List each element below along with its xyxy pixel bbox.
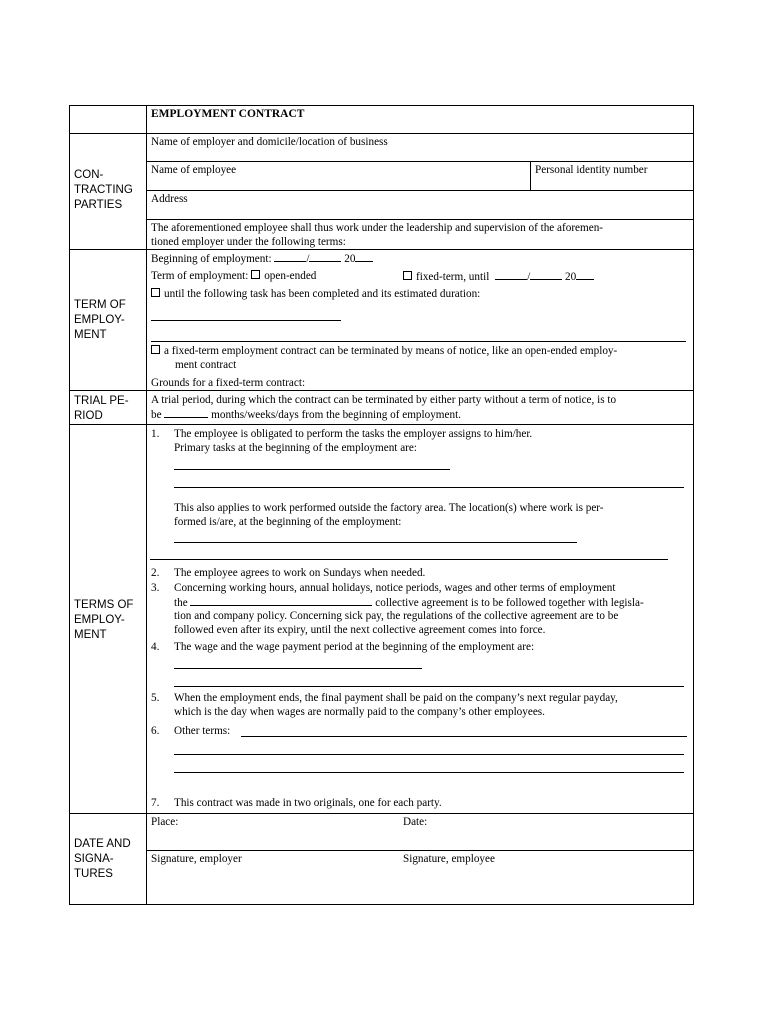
- employee-name-field[interactable]: [146, 161, 531, 191]
- employer-name-field[interactable]: [146, 133, 694, 162]
- term-of-employment-label: TERM OF EMPLOY- MENT: [74, 299, 126, 341]
- place-label: Place:: [151, 816, 179, 828]
- beginning-month-blank[interactable]: [309, 251, 341, 262]
- terminable-line-2: ment contract: [175, 359, 237, 371]
- term-of-employment-line: Term of employment: open-ended: [151, 270, 317, 282]
- location-line-1: This also applies to work performed outside the factory area. The location(s) where work is per-: [174, 502, 604, 514]
- signatures-label: DATE AND SIGNA- TURES: [74, 838, 131, 880]
- signatures-label-cell: [69, 813, 147, 905]
- item-1-line-2: Primary tasks at the beginning of the employment are:: [174, 442, 417, 454]
- fixed-term-checkbox[interactable]: [403, 271, 412, 280]
- item-2-line-1: The employee agrees to work on Sundays when needed.: [174, 567, 426, 579]
- location-blank-1[interactable]: [174, 542, 577, 543]
- wage-blank-1[interactable]: [174, 668, 422, 669]
- trial-period-label: TRIAL PE- RIOD: [74, 395, 129, 422]
- location-blank-2[interactable]: [150, 559, 668, 560]
- trial-period-cell: [146, 390, 694, 425]
- item-3-line-3: tion and company policy. Concerning sick pay, the regulations of the collective agreement are to be: [174, 610, 619, 622]
- contracting-parties-label: CON- TRACTING PARTIES: [74, 169, 133, 211]
- other-terms-blank-1[interactable]: [241, 736, 687, 737]
- intro-cell: [146, 219, 694, 250]
- fixed-term-line: fixed-term, until / 20: [403, 269, 594, 284]
- item-number: 3.: [151, 582, 160, 594]
- signature-employee-label: Signature, employee: [403, 853, 495, 865]
- signatures-field[interactable]: [146, 850, 694, 905]
- item-5-line-2: which is the day when wages are normally paid to the company’s other employees.: [174, 706, 545, 718]
- date-label: Date:: [403, 816, 428, 828]
- fixed-term-year-blank[interactable]: [576, 269, 594, 280]
- trial-line-1: A trial period, during which the contract can be terminated by either party without a term of notice, is to: [151, 394, 617, 406]
- trial-line-2: be months/weeks/days from the beginning of employment.: [151, 409, 461, 421]
- item-3-line-1: Concerning working hours, annual holidays, notice periods, wages and other terms of employment: [174, 582, 616, 594]
- task-blank-line-1[interactable]: [151, 320, 341, 321]
- until-task-line: until the following task has been completed and its estimated duration:: [151, 287, 480, 301]
- item-number: 1.: [151, 428, 160, 440]
- signature-employer-label: Signature, employer: [151, 853, 242, 865]
- intro-line-1: The aforementioned employee shall thus work under the leadership and supervision of the aforemen-: [151, 222, 604, 234]
- place-date-field[interactable]: [146, 813, 694, 851]
- location-line-2: formed is/are, at the beginning of the employment:: [174, 516, 402, 528]
- item-number: 4.: [151, 641, 160, 653]
- trial-duration-blank[interactable]: [164, 407, 208, 418]
- item-3-line-2: the collective agreement is to be followed together with legisla-: [174, 597, 644, 609]
- title-cell: [146, 105, 694, 134]
- terms-of-employment-cell: [146, 424, 694, 814]
- trial-period-label-cell: [69, 390, 147, 425]
- beginning-day-blank[interactable]: [274, 251, 306, 262]
- item-7-line-1: This contract was made in two originals, one for each party.: [174, 797, 442, 809]
- primary-tasks-blank-2[interactable]: [174, 487, 684, 488]
- employer-name-label: Name of employer and domicile/location of business: [151, 136, 388, 148]
- terminable-checkbox[interactable]: [151, 345, 160, 354]
- other-terms-blank-3[interactable]: [174, 772, 684, 773]
- collective-agreement-blank[interactable]: [190, 595, 372, 606]
- fixed-term-day-blank[interactable]: [495, 269, 527, 280]
- address-label: Address: [151, 193, 188, 205]
- terminable-line-1: a fixed-term employment contract can be terminated by means of notice, like an open-ended employ-: [151, 344, 617, 358]
- page-title: EMPLOYMENT CONTRACT: [151, 108, 305, 120]
- fixed-term-month-blank[interactable]: [530, 269, 562, 280]
- task-blank-line-2[interactable]: [151, 341, 686, 342]
- term-of-employment-label-cell: [69, 249, 147, 391]
- other-terms-label: Other terms:: [174, 725, 231, 737]
- address-field[interactable]: [146, 190, 694, 220]
- open-ended-checkbox[interactable]: [251, 270, 260, 279]
- item-number: 5.: [151, 692, 160, 704]
- primary-tasks-blank-1[interactable]: [174, 469, 450, 470]
- contracting-parties-label-cell: [69, 133, 147, 250]
- employment-contract-form: [69, 105, 694, 905]
- item-3-line-4: followed even after its expiry, until the next collective agreement comes into force.: [174, 624, 546, 636]
- label-cell-title: [69, 105, 147, 134]
- until-task-checkbox[interactable]: [151, 288, 160, 297]
- item-5-line-1: When the employment ends, the final payment shall be paid on the company’s next regular payday,: [174, 692, 618, 704]
- wage-blank-2[interactable]: [174, 686, 684, 687]
- beginning-year-blank[interactable]: [355, 251, 373, 262]
- term-of-employment-cell: [146, 249, 694, 391]
- personal-id-label: Personal identity number: [535, 164, 648, 176]
- item-number: 7.: [151, 797, 160, 809]
- grounds-label: Grounds for a fixed-term contract:: [151, 377, 306, 389]
- beginning-of-employment: Beginning of employment: / 20: [151, 251, 373, 266]
- terms-of-employment-label: TERMS OF EMPLOY- MENT: [74, 599, 134, 641]
- item-number: 2.: [151, 567, 160, 579]
- other-terms-blank-2[interactable]: [174, 754, 684, 755]
- terms-of-employment-label-cell: [69, 424, 147, 814]
- personal-id-field[interactable]: [530, 161, 694, 191]
- item-4-line-1: The wage and the wage payment period at the beginning of the employment are:: [174, 641, 535, 653]
- employee-name-label: Name of employee: [151, 164, 237, 176]
- intro-line-2: tioned employer under the following terms:: [151, 236, 346, 248]
- item-1-line-1: The employee is obligated to perform the tasks the employer assigns to him/her.: [174, 428, 533, 440]
- item-number: 6.: [151, 725, 160, 737]
